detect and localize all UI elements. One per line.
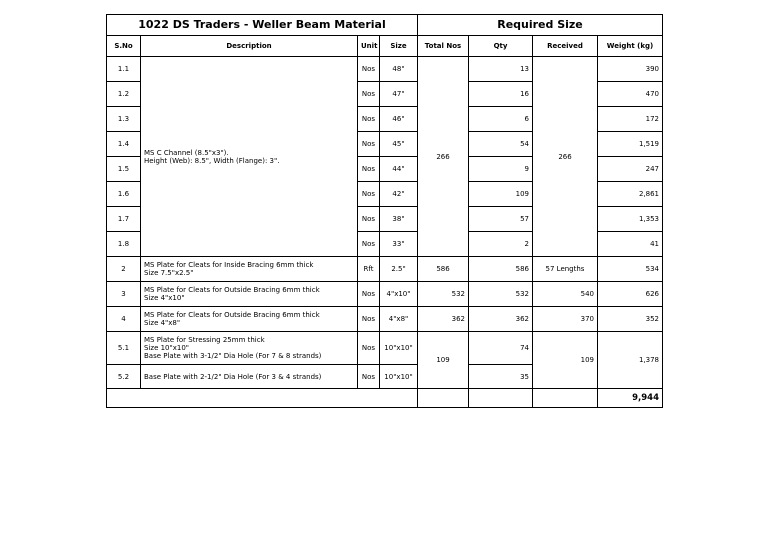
qty-cell: 532 [469,282,533,307]
sno-cell: 5.1 [107,332,141,365]
unit-cell: Nos [358,132,380,157]
weight-cell: 470 [598,82,663,107]
header-size: Size [380,36,418,57]
description-line: Size 7.5"x2.5" [144,269,194,277]
size-cell: 4"x8" [380,307,418,332]
qty-cell: 362 [469,307,533,332]
description-line: MS C Channel (8.5"x3"). [144,148,229,157]
header-sno: S.No [107,36,141,57]
size-cell: 4"x10" [380,282,418,307]
description-line: MS Plate for Cleats for Inside Bracing 6mm thick [144,261,314,269]
weight-cell: 1,353 [598,207,663,232]
weight-cell: 626 [598,282,663,307]
size-cell: 48" [380,57,418,82]
table-row [107,332,663,365]
unit-cell: Nos [358,307,380,332]
unit-cell: Nos [358,207,380,232]
qty-cell: 57 [469,207,533,232]
received-cell: 266 [533,57,598,257]
qty-cell: 586 [469,257,533,282]
qty-cell: 54 [469,132,533,157]
description-cell [141,257,358,282]
sno-cell: 1.4 [107,132,141,157]
description-line: Size 4"x10" [144,294,185,302]
qty-cell: 6 [469,107,533,132]
required-size-heading: Required Size [418,15,663,36]
description-line: Height (Web): 8.5", Width (Flange): 3". [144,156,280,165]
header-total-nos: Total Nos [418,36,469,57]
size-cell: 10"x10" [380,365,418,389]
unit-cell: Nos [358,332,380,365]
total-nos-cell: 362 [418,307,469,332]
sheet-title: 1022 DS Traders - Weller Beam Material [107,15,418,36]
qty-cell: 109 [469,182,533,207]
sno-cell: 1.7 [107,207,141,232]
received-cell: 109 [533,332,598,389]
total-blank-cell [107,389,418,408]
total-nos-cell: 532 [418,282,469,307]
qty-cell: 9 [469,157,533,182]
total-blank-cell [469,389,533,408]
qty-cell: 16 [469,82,533,107]
description-line: MS Plate for Stressing 25mm thick [144,336,265,344]
total-blank-cell [533,389,598,408]
received-cell: 540 [533,282,598,307]
description-line: Base Plate with 3-1/2" Dia Hole (For 7 & 8 strands) [144,352,322,360]
size-cell: 10"x10" [380,332,418,365]
qty-cell: 2 [469,232,533,257]
weight-cell: 1,519 [598,132,663,157]
sno-cell: 1.8 [107,232,141,257]
size-cell: 44" [380,157,418,182]
total-nos-cell: 586 [418,257,469,282]
header-received: Received [533,36,598,57]
description-cell [141,307,358,332]
weight-cell: 352 [598,307,663,332]
unit-cell: Nos [358,232,380,257]
unit-cell: Nos [358,57,380,82]
unit-cell: Nos [358,182,380,207]
size-cell: 47" [380,82,418,107]
sno-cell: 2 [107,257,141,282]
description-line: MS Plate for Cleats for Outside Bracing 6mm thick [144,286,320,294]
sno-cell: 1.1 [107,57,141,82]
header-row [107,36,663,57]
received-cell: 370 [533,307,598,332]
size-cell: 33" [380,232,418,257]
title-row [107,15,663,36]
size-cell: 42" [380,182,418,207]
description-cell [141,332,358,365]
qty-cell: 13 [469,57,533,82]
size-cell: 45" [380,132,418,157]
received-cell: 57 Lengths [533,257,598,282]
description-line: Size 10"x10" [144,344,189,352]
table-row [107,307,663,332]
header-qty: Qty [469,36,533,57]
weight-cell: 2,861 [598,182,663,207]
description-line: Base Plate with 2-1/2" Dia Hole (For 3 & 4 strands) [144,372,322,381]
unit-cell: Nos [358,107,380,132]
description-line: MS Plate for Cleats for Outside Bracing 6mm thick [144,311,320,319]
sno-cell: 1.3 [107,107,141,132]
table-row [107,257,663,282]
unit-cell: Nos [358,365,380,389]
unit-cell: Nos [358,82,380,107]
size-cell: 46" [380,107,418,132]
total-nos-cell: 109 [418,332,469,389]
description-line: Size 4"x8" [144,319,181,327]
total-blank-cell [418,389,469,408]
sno-cell: 1.2 [107,82,141,107]
description-cell [141,282,358,307]
qty-cell: 74 [469,332,533,365]
header-description: Description [141,36,358,57]
material-table [106,14,663,408]
qty-cell: 35 [469,365,533,389]
sno-cell: 3 [107,282,141,307]
description-cell [141,365,358,389]
weight-cell: 1,378 [598,332,663,389]
grand-total-weight: 9,944 [598,389,663,408]
unit-cell: Rft [358,257,380,282]
unit-cell: Nos [358,157,380,182]
sno-cell: 4 [107,307,141,332]
unit-cell: Nos [358,282,380,307]
total-nos-cell: 266 [418,57,469,257]
sno-cell: 1.5 [107,157,141,182]
table-row [107,57,663,82]
header-weight: Weight (kg) [598,36,663,57]
description-cell [141,57,358,257]
header-unit: Unit [358,36,380,57]
weight-cell: 534 [598,257,663,282]
weight-cell: 390 [598,57,663,82]
table-row [107,282,663,307]
size-cell: 2.5" [380,257,418,282]
weight-cell: 172 [598,107,663,132]
size-cell: 38" [380,207,418,232]
sno-cell: 1.6 [107,182,141,207]
sno-cell: 5.2 [107,365,141,389]
weight-cell: 41 [598,232,663,257]
weight-cell: 247 [598,157,663,182]
total-row [107,389,663,408]
